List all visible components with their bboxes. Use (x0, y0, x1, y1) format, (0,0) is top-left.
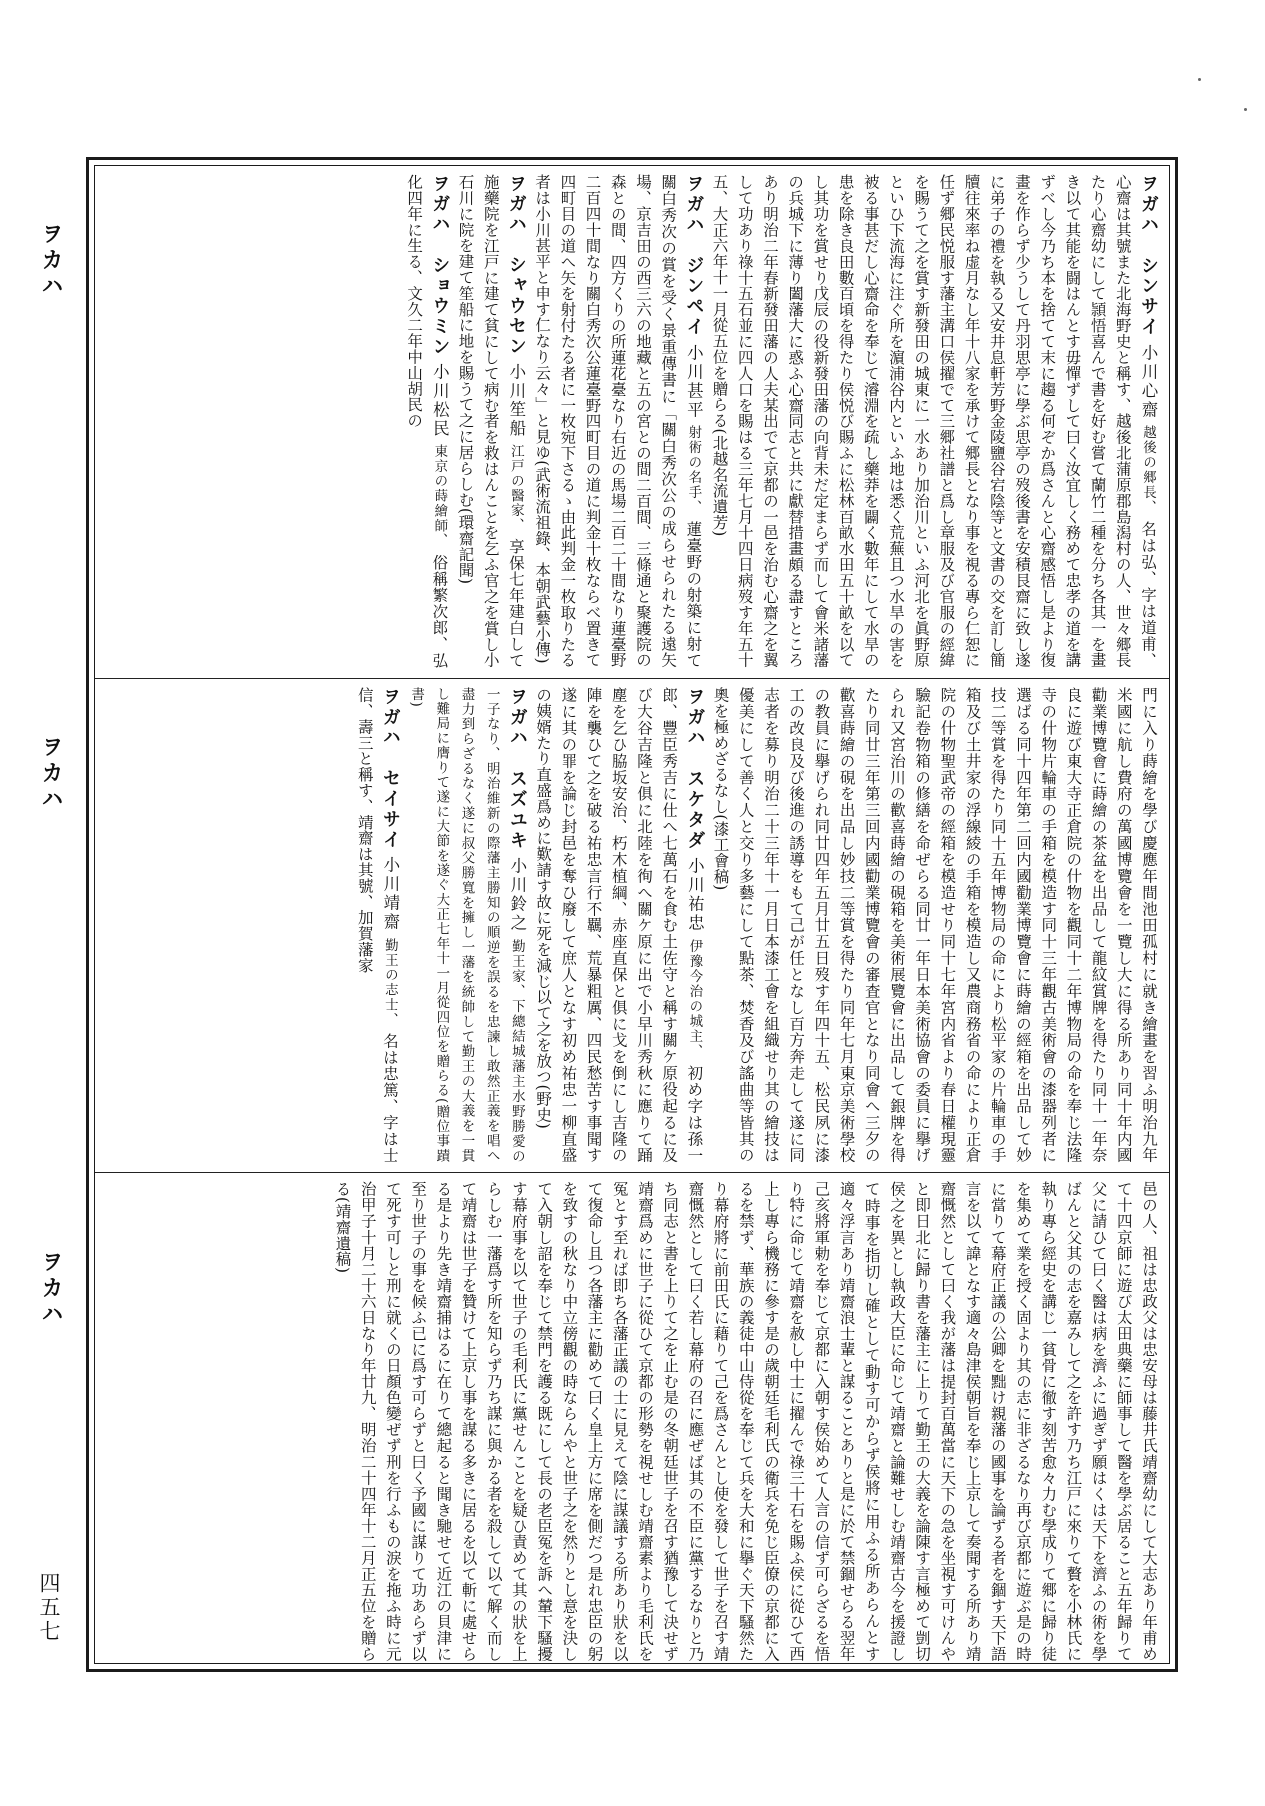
entry-heading: ヲガハ ジンペイ (683, 174, 705, 338)
text-section-top (95, 166, 1169, 676)
entry-heading: ヲガハ セイサイ (379, 687, 401, 851)
entry-name: 小川鈴之 (507, 856, 527, 933)
speck-mark (1198, 78, 1201, 81)
vertical-text-block (103, 1181, 1161, 1662)
dictionary-entry (533, 174, 705, 668)
dictionary-entry (405, 174, 451, 668)
entry-body: 初め字は孫一郎、豐臣秀吉に仕へ七萬石を食む土佐守と稱す關ケ原役起るに及び大谷吉隆と俱に北陸を徇へ關ケ原に出で小早川秀秋に應りて踊塵を乞ひ脇坂安治、朽木植綱、赤座直保と俱に戈を倒にし吉隆の陣を襲ひて之を破る祐忠言行不羈、荒暴粗厲、四民愁苦す事聞す遂に其の罪を論じ封邑を奪ひ廢して庶人となす初め祐忠一柳直盛の姨婿たり直盛爲めに歎請す故に死を減じ以て之を放つ(野史) (534, 687, 704, 1163)
entry-intro: 勤王の志士、 (381, 937, 398, 1028)
entry-name: 小川心齋 (1139, 343, 1158, 420)
text-section-bottom (95, 1172, 1169, 1670)
dictionary-entry (711, 174, 1157, 668)
entry-heading: ヲガハ スズユキ (506, 687, 528, 851)
entry-body: 名は忠篤、字は士信、壽三と稱す、靖齋は其號、加賀藩家 (355, 687, 399, 1163)
dictionary-entry (457, 174, 525, 668)
entry-heading: ヲガハ ショウミン (429, 174, 451, 358)
page-number: 四五七 (37, 1572, 61, 1644)
entry-body: 名は弘、字は道甫、心齋は其號また北海野史と稱す、越後北蒲原郡島潟村の人、世々郷長たり心齋幼にして頴悟喜んで書を好む嘗て蘭竹二種を分ち各其一を畫き以て其能を闘はんとす毋憚ずして曰く汝宜しく務めて忠孝の道を講ずべし今乃ち本を捨てて末に趨る何ぞか爲さんと心齋感悟し是より復畫を作らず少うして丹羽思亭に學ぶ思亭の歿後書を安積艮齋に致し遂に弟子の禮を執る又安井息軒芳野金陵鹽谷宕陰等と文書の交を訂し簡牘往來率ね虚月なし年十八家を承けて郷長となり事を視る專ら仁恕に任ず郷民悦服す藩主溝口侯擢でて三郷社譜と爲し章服及び官服の經緯を賜うて之を賞す新發田の城東に一水あり加治川といふ河北を眞野原といひ下流海に注ぐ所を濵浦谷内といふ地は悉く荒蕪且つ水旱の害を被る事甚だし心齋命を奉じて濬淵を疏し藥莽を闢く數年にして水旱の患を除き良田數百頃を得たり侯悦び賜ふに松林百畝水田五十畝を以てし其功を賞せり戊辰の役新發田藩の向背未だ定まらず而して會米諸藩の兵城下に薄り闔藩大に惑ふ心齋同志と共に獻替措畫頗る盡すところあり明治二年春新發田藩の人夫某出でて京都の一邑を治む心齋之を翼して功あり祿十五石並に四人口を賜はる三年七月十四日病歿す年五十五、大正六年十一月從五位を贈らる(北越名流遺芳) (710, 174, 1157, 668)
entry-body: 俗稱繁次郎、弘化四年に生る、文久二年中山胡民の (405, 174, 449, 668)
entry-intro: 東京の蒔繪師、 (431, 444, 448, 549)
entry-intro: 勤王家、下總結城藩主水野勝愛の一子なり、明治維新の際藩主勝知の順逆を誤るを忠諫し敢然正義を唱へ盡力到らざるなく遂に叔父勝寬を擁し一藩を統帥して勤王の大義を一貫し難局に膺りて遂に大節を遂ぐ大正七年十一月從四位を贈らる(贈位事蹟書) (408, 687, 525, 1163)
entry-heading: ヲガハ シャウセン (505, 174, 527, 358)
side-running-head: ヲカハ (38, 1250, 63, 1328)
page-frame (86, 157, 1178, 1672)
entry-intro: 江戸の醫家、 (507, 443, 524, 533)
dictionary-entry (356, 687, 399, 1163)
side-running-head: ヲカハ (38, 735, 63, 813)
dictionary-entry (712, 687, 1158, 1163)
entry-name: 小川祐忠 (685, 857, 705, 934)
page-frame-inner (94, 165, 1170, 1664)
text-section-middle (95, 678, 1169, 1171)
entry-heading: ヲガハ スケタダ (684, 687, 706, 852)
dictionary-entry (534, 687, 706, 1163)
dictionary-entry (407, 687, 526, 1163)
entry-name: 小川靖齋 (380, 856, 400, 932)
entry-name: 小川笙船 (506, 362, 526, 439)
vertical-text-block (103, 174, 1161, 668)
entry-body: 邑の人、祖は忠政父は忠安母は藤井氏靖齋幼にして大志あり年甫めて十四京師に遊び太田典藥に師事して醫を學ぶ居ること五年歸りて父に請ひて曰く醫は病を濟ふに過ぎず願はくは天下を濟ふの術を學ばんと父其の志を嘉みして之を許す乃ち江戸に來りて贅を小林氏に執り專ら經史を講じ一貧骨に徹す刻苦愈々力む學成りて郷に歸り徒を集めて業を授く固より其の志に非ざるなり再び京都に遊ぶ是の時に當りて幕府正議の公卿を黜け親藩の國事を論ずる者を錮す天下語言を以て諱となす適々島津侯朝旨を奉じ上京して奏聞する所あり靖齋慨然として曰く我が藩は提封百萬當に天下の急を坐視す可けんやと即日北に歸り書を藩主に上りて勤王の大義を論陳す言極めて剴切侯之を異とし執政大臣に命じて靖齋と論難せしむ靖齋古今を援證して時事を指切し確として動す可からず侯將に用ふる所あらんとす適々浮言あり靖齋浪士輩と謀ることありと是に於て禁錮せらる翌年己亥將軍勅を奉じて京都に入朝す侯始めて人言の信ず可らざるを悟り特に命じて靖齋を赦し中士に擢んで祿三十石を賜ふ侯に從ひて西上し專ら機務に參す是の歲朝廷毛利氏の衛兵を免じ臣僚の京都に入るを禁ず、華族の義徒中山侍從を奉じて兵を大和に擧ぐ天下騷然たり幕府將に前田氏に藉りて己を爲さんとし使を發して世子を召す靖齋慨然として曰く若し幕府の召に應ぜば其の不臣に黨するなりと乃ち同志と書を上りて之を止む是の冬朝廷世子を召す猶豫して決せず靖齋爲めに世子に從ひて京都の形勢を視せしむ靖齋素より毛利氏を冤とす至れば即ち各藩正議の士に見えて陰に謀議する所あり狀を以て復命し且つ各藩主に勸めて曰く皇上方に席を側だつ是れ忠臣の躬を致すの秋なり中立傍觀の時ならんやと世子之を然りとし意を決して入朝し詔を奉じて禁門を護る既にして長の老臣冤を訴へ輦下騷擾す幕府事を以て世子の毛利氏に黨せんことを疑ひ責めて其の狀を上らしむ一藩爲す所を知らず乃ち謀に與かる者を殺して以て解く而して靖齋は世子を贊けて上京し事を謀る多きに居るを以て斬に處せらる是より先き靖齋捕はるに在りて總起ると聞き馳せて近江の貝津に至り世子の事を候ふ已に爲す可らずと曰く予國に謀りて功あらず以て死す可しと刑に就くの日顏色變ぜず刑を行ふもの淚を拖ふ時に元治甲子十月二十六日なり年廿九、明治二十四年十二月正五位を贈らる(靖齋遺稿) (333, 1181, 1158, 1662)
entry-intro: 伊豫今治の城主、 (686, 939, 703, 1060)
entry-body: 享保七年建白して施藥院を江戸に建て貧にして病む者を救はんことを乞ふ官之を賞し小石川に院を建て笙船に地を賜うて之に居らしむ(環齋記聞) (456, 174, 525, 668)
entry-intro: 射術の名手、 (685, 425, 702, 516)
vertical-text-block (103, 687, 1161, 1163)
entry-name: 小川甚平 (684, 343, 704, 420)
speck-mark (1244, 108, 1247, 111)
entry-body: 蓮臺野の射築に射て關白秀次の賞を受く景重傳書に「關白秀次公の成らせられたる遠矢場、京吉田の西三六の地藏と五の宮との間二百間、三條通と聚護院の森との間、四方くりの所蓮花臺なり右近の馬場二百二十間なり蓮臺野二百四十間なり關白秀次公蓮臺野四町目の道に判金十枚ならべ置きて四町目の道へ矢を射付たる者に一枚宛下さるゝ由此判金一枚取りたる者は小川甚平と申す仁なり云々」と見ゆ(武術流祖錄、本朝武藝小傳) (533, 174, 703, 668)
side-running-head: ヲカハ (38, 222, 63, 300)
entry-name: 小川松民 (430, 363, 450, 439)
entry-body: 門に入り蒔繪を學び慶應年間池田孤村に就き繪畫を習ふ明治九年米國に航し費府の萬國博覽會を一覽し大に得る所あり同十年内國勸業博覽會に蒔繪の茶盆を出品して龍紋賞牌を得たり同十一年奈良に遊び東大寺正倉院の什物を觀同十二年博物局の命を奉じ法隆寺の什物片輪車の手箱を模造す同十三年觀古美術會の漆器列者に選ばる同十四年第二回内國勸業博覽會に蒔繪の經箱を出品して妙技二等賞を得たり同十五年博物局の命により松平家の片輪車の手箱及び土井家の浮線綾の手箱を模造し又農商務省の命により正倉院の什物聖武帝の經箱を模造せり同十七年宮内省より春日權現靈驗記卷物箱の修繕を命ぜらる同廿一年日本美術協會の委員に擧げられ又宮治川の歡喜蒔繪の硯箱を美術展覽會に出品して銀牌を得たり同廿三年第三回内國勸業博覽會の審査官となり同會へ三夕の歡喜蒔繪の硯を出品し妙技二等賞を得たり同年七月東京美術學校の教員に擧げられ同廿四年五月廿五日歿す年四十五、松民夙に漆工の改良及び後進の誘導をもて己が任となし百方奔走して遂に同志者を募り明治二十三年十一月日本漆工會を組織せり其の繪技は優美にして善く人と交り多藝にして點茶、焚香及び謠曲等皆其の奧を極めざるなし(漆工會稿) (711, 687, 1158, 1163)
dictionary-entry (334, 1181, 1159, 1662)
entry-intro: 越後の郷長、 (1140, 425, 1156, 516)
entry-heading: ヲガハ シンサイ (1138, 174, 1159, 338)
